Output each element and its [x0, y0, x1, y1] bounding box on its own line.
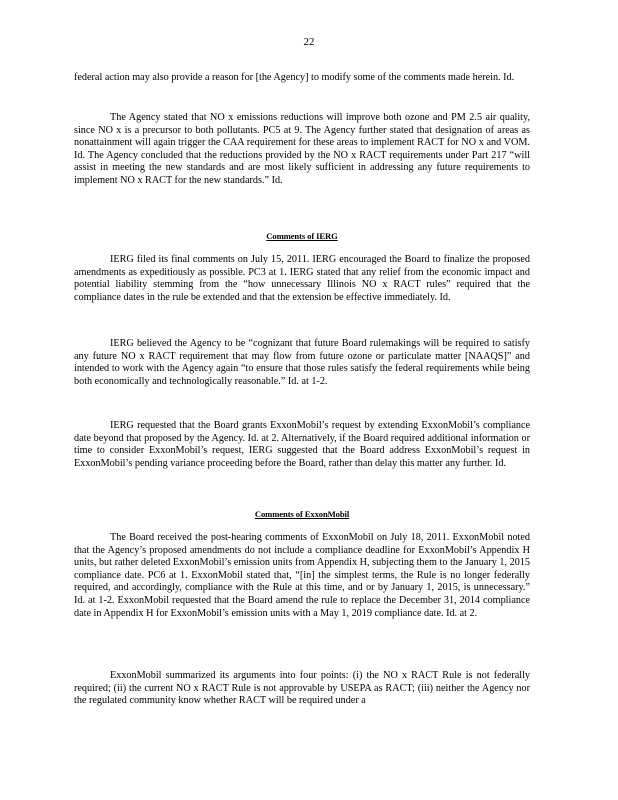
section-heading: Comments of ExxonMobil [254, 509, 350, 519]
paragraph: federal action may also provide a reason for [the Agency] to modify some of the comments made herein. Id. [74, 72, 515, 83]
paragraph: IERG requested that the Board grants ExxonMobil’s request by extending ExxonMobil’s compliance date beyond that proposed by the Agency. Id. at 2. Alternatively, if the Board required additional information or time to consider ExxonMobil’s request, IERG suggested that the Board address ExxonMobil’s request in ExxonMobil’s pending variance proceeding before the Board, rather than delay this matter any further. Id. [74, 420, 530, 469]
paragraph: IERG believed the Agency to be “cognizant that future Board rulemakings will be required to satisfy any future NO x RACT requirement that may flow from future ozone or particulate matter [NAAQS]” and intended to work with the Agency again “to ensure that those rules satisfy the federal requirements while being both economically and technologically reasonable.” Id. at 1-2. [74, 338, 530, 387]
paragraph: ExxonMobil summarized its arguments into four points: (i) the NO x RACT Rule is not federally required; (ii) the current NO x RACT Rule is not approvable by USEPA as RACT; (iii) neither the Agency nor the regulated community know whether RACT will be required under a [74, 670, 530, 707]
page-number: 22 [303, 36, 315, 48]
paragraph: The Agency stated that NO x emissions reductions will improve both ozone and PM 2.5 air quality, since NO x is a precursor to both pollutants. PC5 at 9. The Agency further stated that designation of areas as nonattainment will again trigger the CAA requirement for these areas to implement RACT for NO x and VOM. Id. The Agency concluded that the reductions provided by the NO x RACT requirements under Part 217 “will assist in meeting the new standards and are most likely sufficient in addressing any future requirements to implement NO x RACT for the new standards.” Id. [74, 112, 530, 186]
section-heading: Comments of IERG [266, 231, 338, 241]
paragraph: The Board received the post-hearing comments of ExxonMobil on July 18, 2011. ExxonMobil noted that the Agency’s proposed amendments do not include a compliance deadline for ExxonMobil’s Appendix H units, but rather deleted ExxonMobil’s emission units from Appendix H, subjecting them to the January 1, 2015 compliance date. PC6 at 1. ExxonMobil stated that, “[in] the simplest terms, the Rule is no longer federally required, and accordingly, compliance with the Rule at this time, and or by January 1, 2015, is unnecessary.” Id. at 1-2. ExxonMobil requested that the Board amend the rule to replace the December 31, 2014 compliance date in Appendix H for ExxonMobil’s emission units with a May 1, 2019 compliance date. Id. at 2. [74, 532, 530, 619]
paragraph: IERG filed its final comments on July 15, 2011. IERG encouraged the Board to finalize the proposed amendments as expeditiously as possible. PC3 at 1. IERG stated that any relief from the economic impact and potential liability stemming from the “how unnecessary Illinois NO x RACT rules” required that the compliance dates in the rule be extended and that the extension be effective immediately. Id. [74, 254, 530, 303]
